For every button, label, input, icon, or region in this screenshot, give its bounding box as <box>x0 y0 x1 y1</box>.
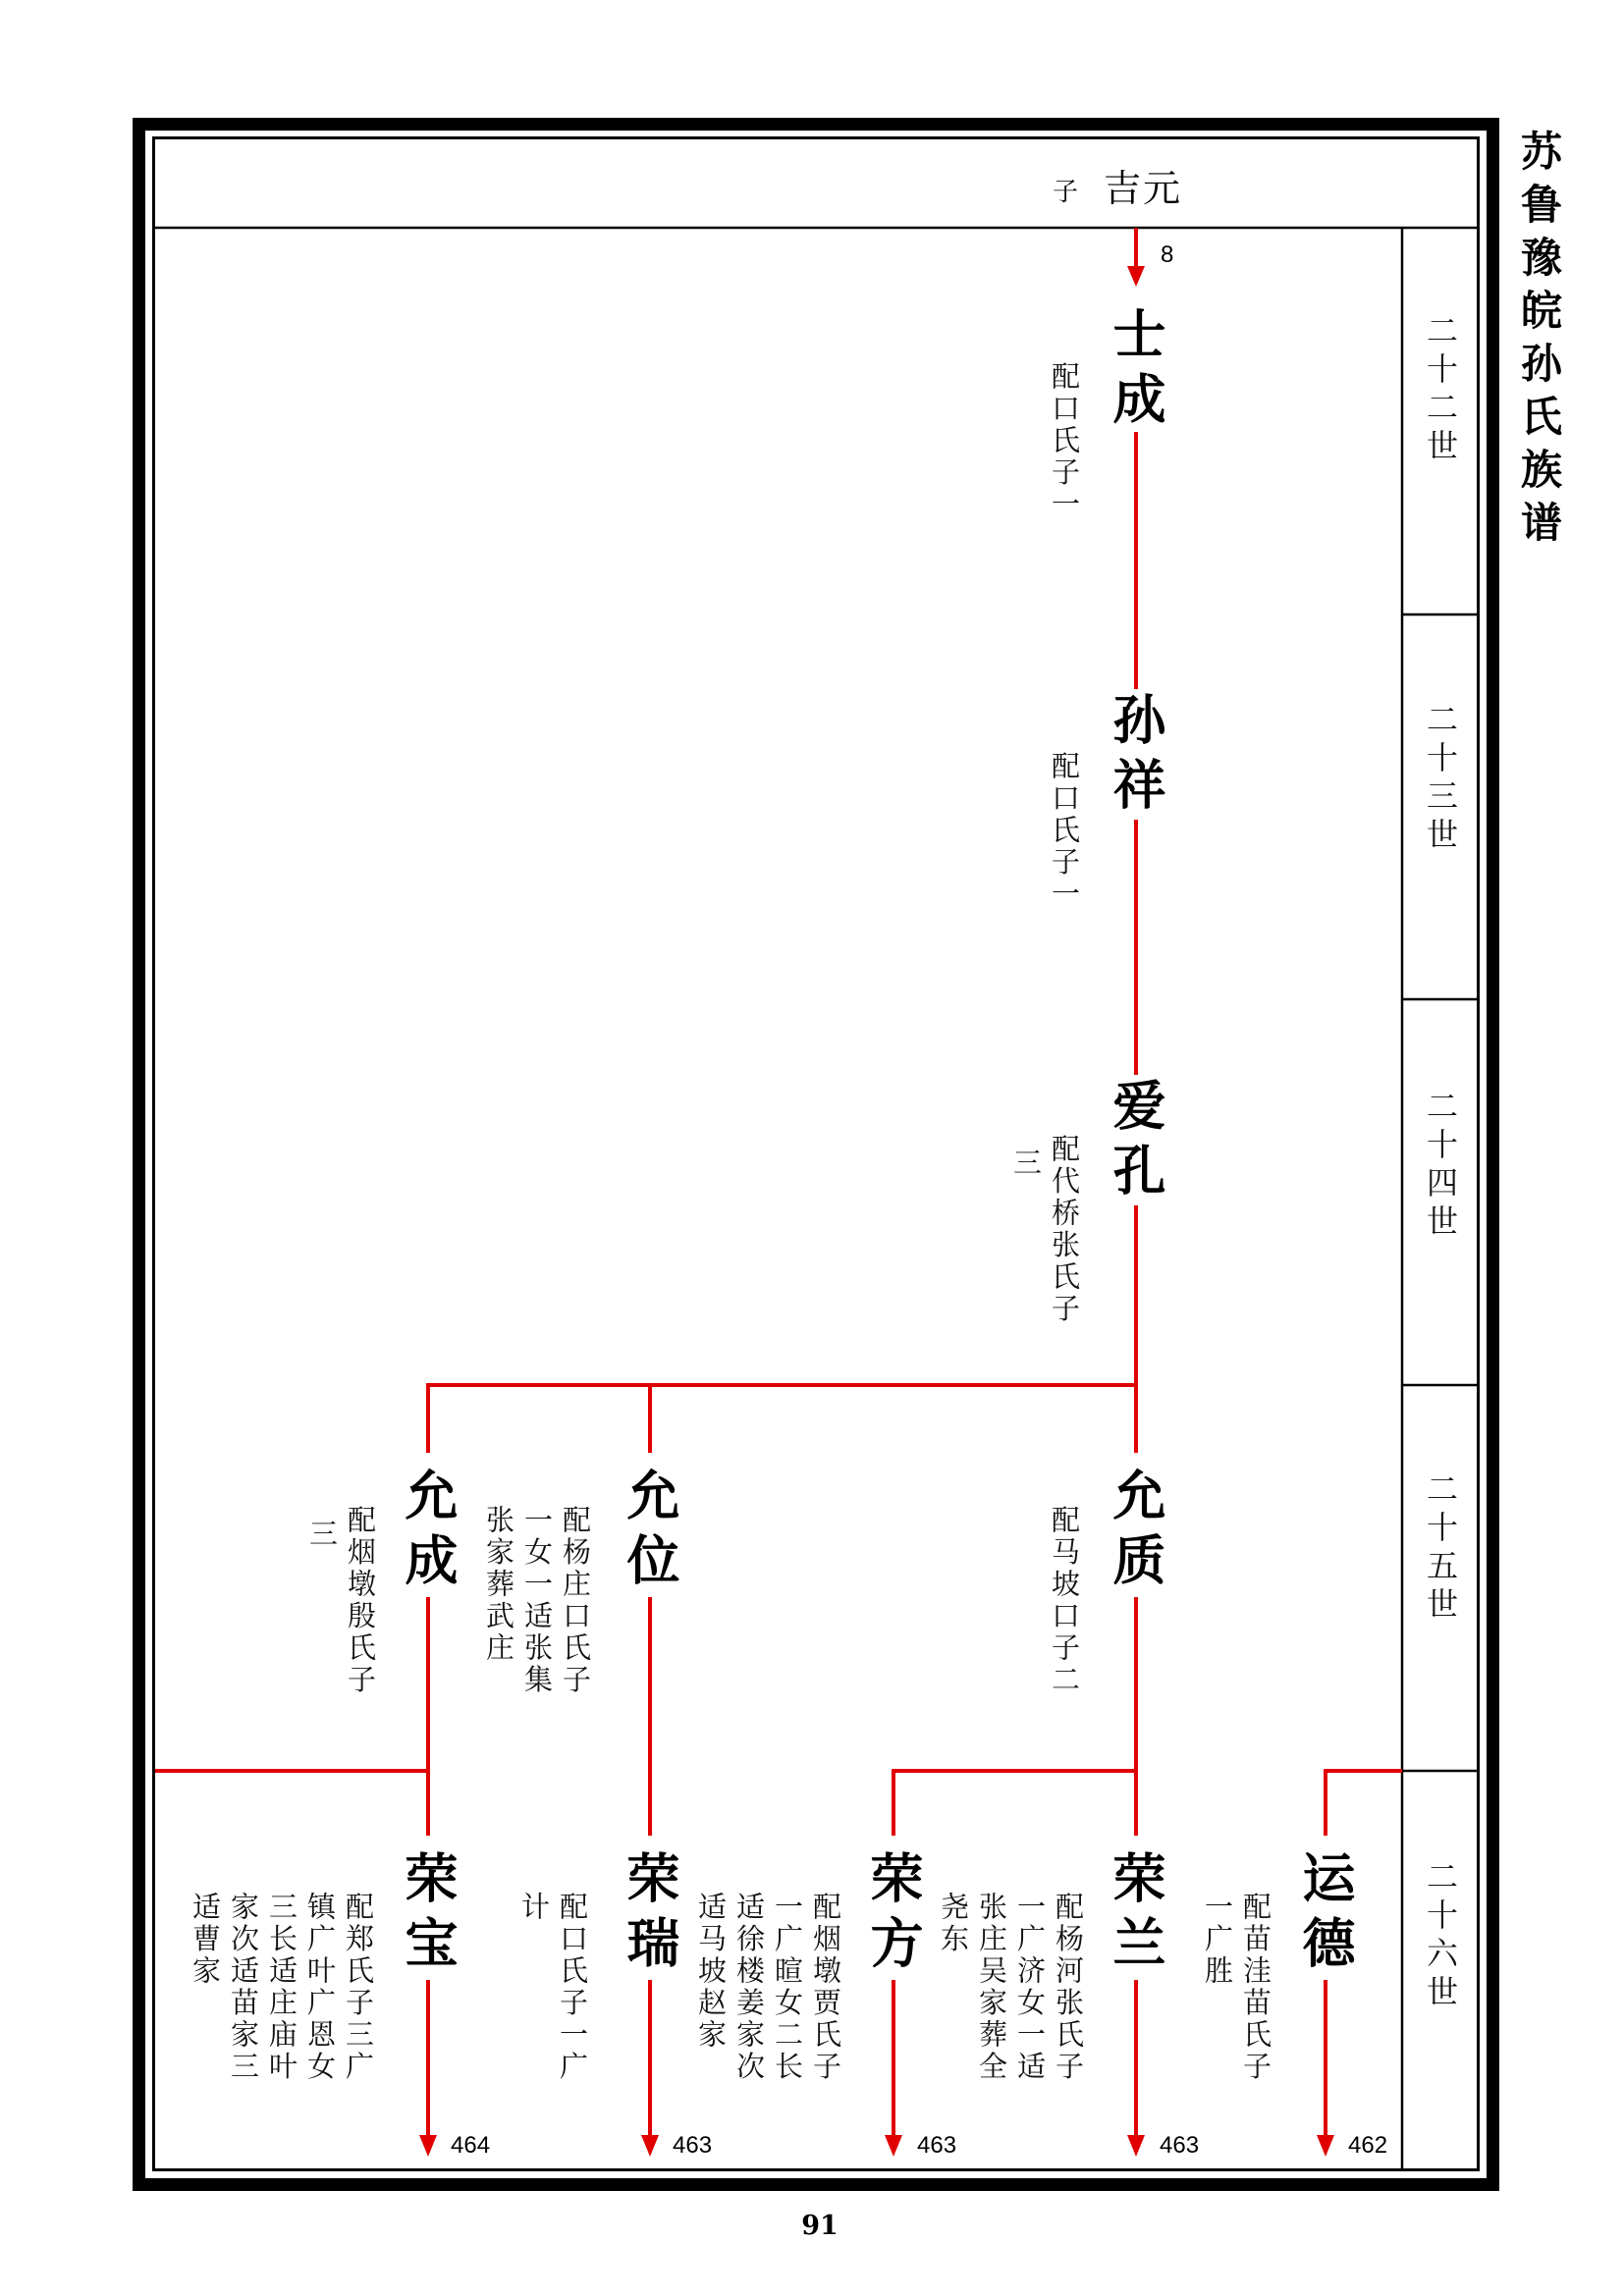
person-name-ronglan: 荣兰 <box>1105 1850 1167 1980</box>
note-line: 一女一适张集 <box>520 1505 554 1696</box>
note-line: 三长适庄庙叶 <box>265 1892 298 2083</box>
generation-label: 二十五世 <box>1422 1472 1459 1626</box>
generation-label: 二十二世 <box>1422 314 1459 467</box>
note-line: 适徐楼姜家次 <box>732 1892 766 2083</box>
note-line: 配马坡口子二 <box>1048 1505 1081 1696</box>
generation-label: 二十四世 <box>1422 1090 1459 1243</box>
note-line: 三 <box>305 1519 339 1551</box>
continuation-arrow-head <box>1127 2135 1145 2157</box>
note-line: 尧东 <box>937 1892 970 1955</box>
continued-page-ref: 463 <box>1160 2132 1200 2159</box>
person-notes-yunzhi <box>1045 1505 1083 1696</box>
note-line: 配口氏子一 <box>1048 751 1081 911</box>
person-notes-yuncheng <box>302 1505 379 1696</box>
generation-label: 二十六世 <box>1422 1860 1459 2013</box>
note-line: 配代桥张氏子 <box>1048 1134 1081 1325</box>
continued-page-ref: 463 <box>917 2132 957 2159</box>
person-name-aikong: 爱孔 <box>1105 1078 1167 1207</box>
note-line: 配苗洼苗氏子 <box>1239 1892 1272 2083</box>
person-name-shicheng: 士成 <box>1105 306 1167 436</box>
note-line: 配口氏子一广 <box>556 1892 589 2083</box>
person-notes-yunde <box>1198 1892 1274 2083</box>
person-name-yuncheng: 允成 <box>397 1468 460 1597</box>
note-line: 镇广叶广恩女 <box>303 1892 337 2083</box>
header-relation: 子 <box>1053 178 1079 207</box>
continuation-arrow-head <box>885 2135 902 2157</box>
continuation-arrow-head <box>1317 2135 1334 2157</box>
note-line: 配杨庄口氏子 <box>559 1505 592 1696</box>
note-line: 配杨河张氏子 <box>1052 1892 1085 2083</box>
continuation-arrow-head <box>419 2135 437 2157</box>
continued-page-ref: 464 <box>451 2132 491 2159</box>
note-line: 配口氏子一 <box>1048 361 1081 521</box>
note-line: 三 <box>1009 1148 1043 1180</box>
person-notes-shicheng <box>1045 361 1083 521</box>
note-line: 一广暄女二长 <box>771 1892 804 2083</box>
note-line: 张家葬武庄 <box>482 1505 515 1665</box>
note-line: 一广济女一适 <box>1013 1892 1047 2083</box>
note-line: 适马坡赵家 <box>694 1892 728 2052</box>
person-notes-rongrui <box>514 1892 591 2083</box>
note-line: 家次适苗家三 <box>227 1892 260 2083</box>
person-notes-rongbao <box>186 1892 377 2083</box>
person-name-rongfang: 荣方 <box>862 1850 925 1980</box>
person-notes-yunwei <box>479 1505 594 1696</box>
person-name-sunxiang: 孙祥 <box>1105 692 1167 822</box>
note-line: 配烟墩殷氏子 <box>344 1505 377 1696</box>
continued-page-ref: 462 <box>1348 2132 1388 2159</box>
continuation-arrow-head <box>641 2135 659 2157</box>
person-name-rongrui: 荣瑞 <box>619 1850 681 1980</box>
person-notes-sunxiang <box>1045 751 1083 911</box>
lineage-arrow-head <box>1127 266 1145 287</box>
person-name-yunwei: 允位 <box>619 1468 681 1597</box>
note-line: 配郑氏子三广 <box>342 1892 375 2083</box>
person-name-rongbao: 荣宝 <box>397 1850 460 1980</box>
note-line: 一广胜 <box>1201 1892 1234 1988</box>
note-line: 张庄吴家葬全 <box>975 1892 1008 2083</box>
person-notes-rongfang <box>691 1892 844 2083</box>
generation-label: 二十三世 <box>1422 703 1459 856</box>
page-number: 91 <box>801 2211 839 2241</box>
note-line: 适曹家 <box>189 1892 222 1988</box>
header-parent-name: 吉元 <box>1104 167 1183 210</box>
book-title: 苏鲁豫皖孙氏族谱 <box>1515 130 1563 554</box>
note-line: 配烟墩贾氏子 <box>809 1892 842 2083</box>
person-name-yunzhi: 允质 <box>1105 1468 1167 1597</box>
person-notes-ronglan <box>934 1892 1087 2083</box>
note-line: 计 <box>517 1892 551 1924</box>
continued-page-ref: 463 <box>673 2132 713 2159</box>
person-name-yunde: 运德 <box>1294 1850 1357 1980</box>
source-page-ref: 8 <box>1161 241 1174 268</box>
person-notes-aikong <box>1006 1134 1083 1325</box>
